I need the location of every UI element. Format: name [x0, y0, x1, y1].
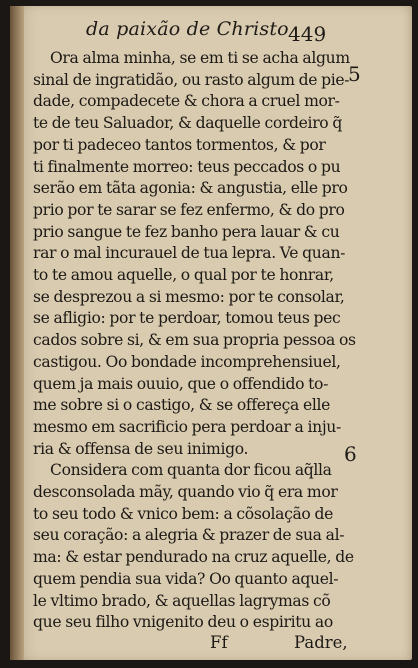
book-page	[10, 6, 412, 660]
text-line: quem ja mais ouuio, que o offendido to-	[33, 374, 329, 393]
text-line: seu coração: a alegria & prazer de sua al-	[33, 526, 345, 545]
text-line: me sobre si o castigo, & se offereça elle	[33, 396, 330, 415]
text-line: cados sobre si, & em sua propria pessoa os	[33, 331, 356, 350]
running-head: da paixão de Christo	[86, 18, 289, 40]
text-line: que seu filho vnigenito deu o espiritu ao	[33, 613, 333, 632]
body-text	[33, 48, 356, 634]
text-line: prio por te sarar se fez enfermo, & do pro	[33, 200, 345, 219]
page-number: 449	[288, 22, 327, 46]
text-line: rar o mal incurauel de tua lepra. Ve quan-	[33, 244, 346, 263]
page-gutter	[10, 6, 24, 660]
text-line: se afligio: por te perdoar, tomou teus pec	[33, 309, 341, 328]
text-line: ti finalmente morreo: teus peccados o pu	[33, 157, 341, 176]
text-line: to seu todo & vnico bem: a cõsolação de	[33, 504, 333, 523]
marginal-number-5: 5	[348, 62, 361, 86]
text-line: te de teu Saluador, & daquelle cordeiro q̃	[33, 114, 342, 133]
text-line: quem pendia sua vida? Oo quanto aquel-	[33, 569, 339, 588]
text-line: ria & offensa de seu inimigo.	[33, 439, 249, 458]
text-line: to te amou aquelle, o qual por te honrar,	[33, 266, 334, 285]
text-line: sinal de ingratidão, ou rasto algum de pie-	[33, 70, 350, 89]
signature-mark: Ff	[210, 633, 228, 652]
text-line: prio sangue te fez banho pera lauar & cu	[33, 222, 340, 241]
text-line: Considera com quanta dor ficou aq̃lla	[50, 461, 332, 480]
text-line: le vltimo brado, & aquellas lagrymas cõ	[33, 591, 331, 610]
text-line: serão em tãta agonia: & angustia, elle pro	[33, 179, 348, 198]
text-line: dade, compadecete & chora a cruel mor-	[33, 92, 340, 111]
text-line: ma: & estar pendurado na cruz aquelle, de	[33, 548, 354, 567]
text-line: castigou. Oo bondade incomprehensiuel,	[33, 352, 341, 371]
catchword: Padre,	[294, 633, 348, 652]
marginal-number-6: 6	[344, 442, 357, 466]
text-line: desconsolada mãy, quando vio q̃ era mor	[33, 483, 338, 502]
text-line: mesmo em sacrificio pera perdoar a inju-	[33, 417, 341, 436]
text-line: se desprezou a si mesmo: por te consolar,	[33, 287, 345, 306]
text-line: por ti padeceo tantos tormentos, & por	[33, 135, 326, 154]
text-line: Ora alma minha, se em ti se acha algum	[50, 49, 350, 67]
